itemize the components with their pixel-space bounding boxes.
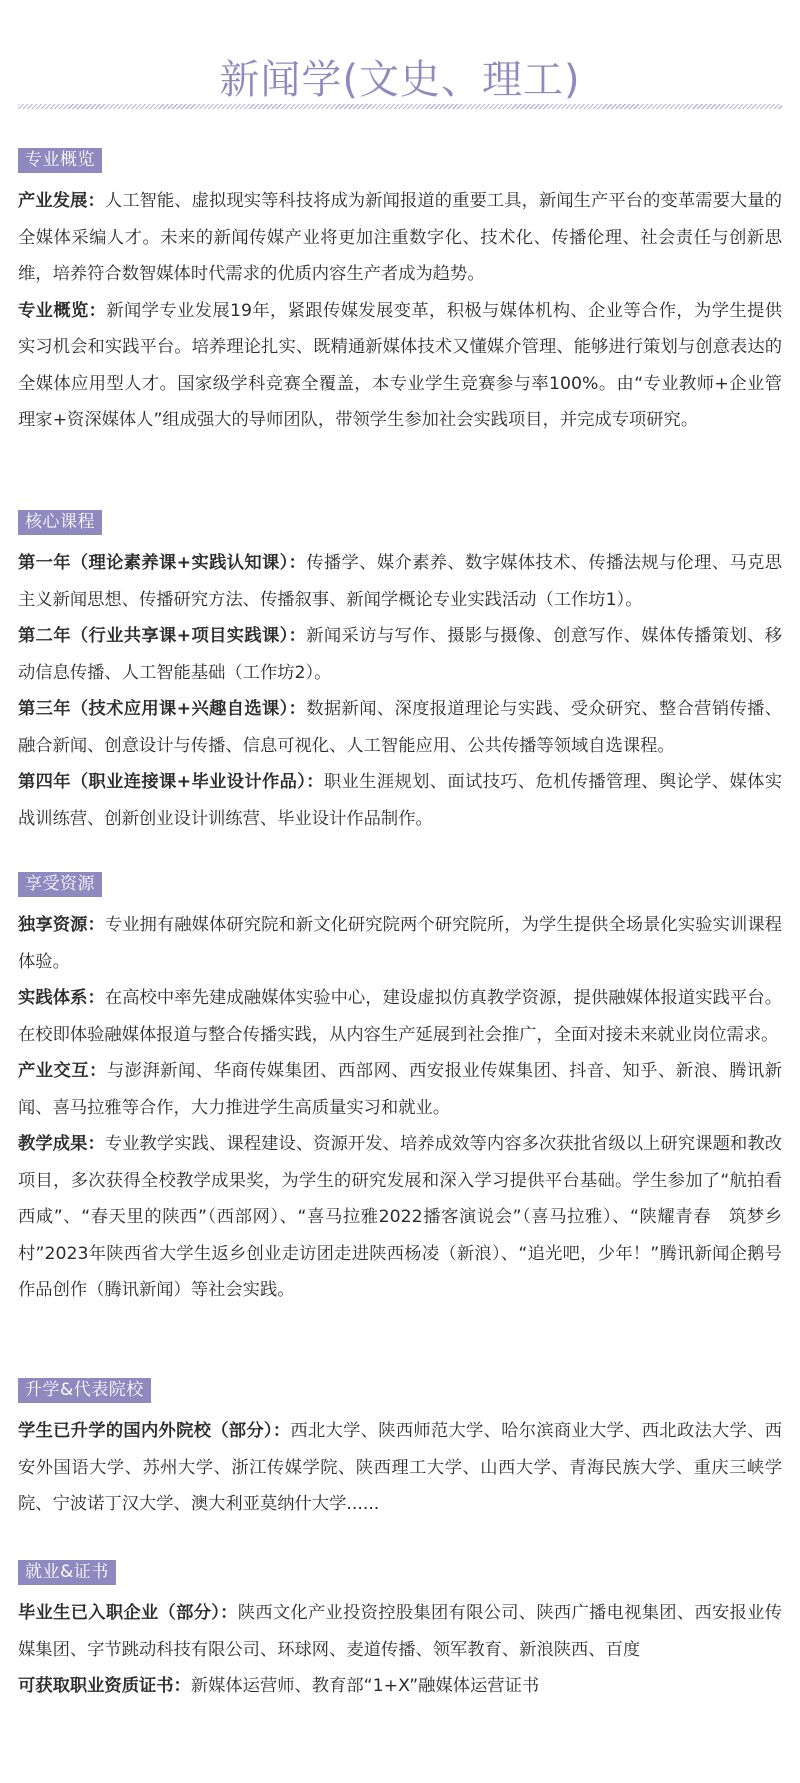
section-overview — [18, 148, 782, 439]
paragraph-label: 实践体系： — [18, 988, 105, 1008]
section-core-courses — [18, 510, 782, 837]
paragraph-text: 新媒体运营师、教育部“1+X”融媒体运营证书 — [190, 1676, 540, 1696]
paragraph-text: 数据新闻、深度报道理论与实践、受众研究、整合营销传播、融合新闻、创意设计与传播、信息可视化、人工智能应用、公共传播等领域自选课程。 — [18, 699, 782, 756]
section-tag: 核心课程 — [18, 510, 102, 535]
page-title: 新闻学(文史、理工) — [219, 57, 581, 103]
section-employment — [18, 1560, 782, 1705]
paragraph — [18, 1668, 782, 1705]
paragraph-label: 专业概览： — [18, 300, 107, 321]
section-tag: 专业概览 — [18, 148, 102, 173]
paragraph-label: 第一年（理论素养课+实践认知课）： — [18, 553, 307, 573]
paragraph — [18, 1126, 782, 1309]
title-divider — [18, 104, 782, 109]
paragraph-label: 可获取职业资质证书： — [18, 1676, 191, 1696]
section-tag: 享受资源 — [18, 872, 102, 897]
paragraph-label: 教学成果： — [18, 1134, 105, 1154]
paragraph-label: 学生已升学的国内外院校（部分）： — [18, 1421, 291, 1441]
paragraph — [18, 1595, 782, 1668]
paragraph-text: 传播学、媒介素养、数字媒体技术、传播法规与伦理、马克思主义新闻思想、传播研究方法、传播叙事、新闻学概论专业实践活动（工作坊1）。 — [18, 553, 782, 610]
paragraph — [18, 183, 782, 293]
paragraph-text: 专业拥有融媒体研究院和新文化研究院两个研究院所，为学生提供全场景化实验实训课程体验。 — [18, 915, 782, 972]
section-tag: 就业&证书 — [18, 1560, 116, 1585]
section-resources — [18, 872, 782, 1309]
paragraph-label: 第二年（行业共享课+项目实践课）： — [18, 626, 307, 646]
section-tag: 升学&代表院校 — [18, 1378, 151, 1403]
paragraph — [18, 980, 782, 1053]
paragraph-label: 产业交互： — [18, 1061, 107, 1081]
paragraph-text: 陕西文化产业投资控股集团有限公司、陕西广播电视集团、西安报业传媒集团、字节跳动科技有限公司、环球网、麦道传播、领军教育、新浪陕西、百度 — [18, 1603, 782, 1660]
paragraph-label: 第四年（职业连接课+毕业设计作品）： — [18, 772, 324, 792]
paragraph — [18, 545, 782, 618]
section-further-study — [18, 1378, 782, 1523]
paragraph-text: 人工智能、虚拟现实等科技将成为新闻报道的重要工具，新闻生产平台的变革需要大量的全媒体采编人才。未来的新闻传媒产业将更加注重数字化、技术化、传播伦理、社会责任与创新思维，培养符合数智媒体时代需求的优质内容生产者成为趋势。 — [18, 191, 782, 284]
paragraph — [18, 907, 782, 980]
paragraph-text: 西北大学、陕西师范大学、哈尔滨商业大学、西北政法大学、西安外国语大学、苏州大学、浙江传媒学院、陕西理工大学、山西大学、青海民族大学、重庆三峡学院、宁波诺丁汉大学、澳大利亚莫纳什大学...... — [18, 1421, 782, 1514]
paragraph — [18, 1053, 782, 1126]
paragraph — [18, 618, 782, 691]
paragraph-label: 毕业生已入职企业（部分）： — [18, 1603, 238, 1623]
paragraph-label: 独享资源： — [18, 915, 105, 935]
paragraph — [18, 293, 782, 439]
paragraph — [18, 1413, 782, 1523]
paragraph-text: 与澎湃新闻、华商传媒集团、西部网、西安报业传媒集团、抖音、知乎、新浪、腾讯新闻、喜马拉雅等合作，大力推进学生高质量实习和就业。 — [18, 1061, 782, 1118]
paragraph — [18, 764, 782, 837]
paragraph — [18, 691, 782, 764]
paragraph-text: 职业生涯规划、面试技巧、危机传播管理、舆论学、媒体实战训练营、创新创业设计训练营、毕业设计作品制作。 — [18, 772, 782, 829]
paragraph-text: 专业教学实践、课程建设、资源开发、培养成效等内容多次获批省级以上研究课题和教改项目，多次获得全校教学成果奖，为学生的研究发展和深入学习提供平台基础。学生参加了“航拍看西咸”、“春天里的陕西”（西部网）、“喜马拉雅2022播客演说会”（喜马拉雅）、“陕耀青春 筑梦乡村”2023年陕西省大学生返乡创业走访团走进陕西杨凌（新浪）、“追光吧，少年！”腾讯新闻企鹅号作品创作（腾讯新闻）等社会实践。 — [18, 1134, 782, 1300]
paragraph-label: 产业发展： — [18, 191, 105, 211]
paragraph-text: 在高校中率先建成融媒体实验中心，建设虚拟仿真教学资源，提供融媒体报道实践平台。在校即体验融媒体报道与整合传播实践，从内容生产延展到社会推广，全面对接未来就业岗位需求。 — [18, 988, 782, 1045]
paragraph-text: 新闻采访与写作、摄影与摄像、创意写作、媒体传播策划、移动信息传播、人工智能基础（工作坊2）。 — [18, 626, 782, 683]
paragraph-label: 第三年（技术应用课+兴趣自选课）： — [18, 699, 307, 719]
paragraph-text: 新闻学专业发展19年，紧跟传媒发展变革，积极与媒体机构、企业等合作，为学生提供实习机会和实践平台。培养理论扎实、既精通新媒体技术又懂媒介管理、能够进行策划与创意表达的全媒体应用型人才。国家级学科竞赛全覆盖，本专业学生竞赛参与率100%。由“专业教师+企业管理家+资深媒体人”组成强大的导师团队，带领学生参加社会实践项目，并完成专项研究。 — [18, 300, 782, 430]
